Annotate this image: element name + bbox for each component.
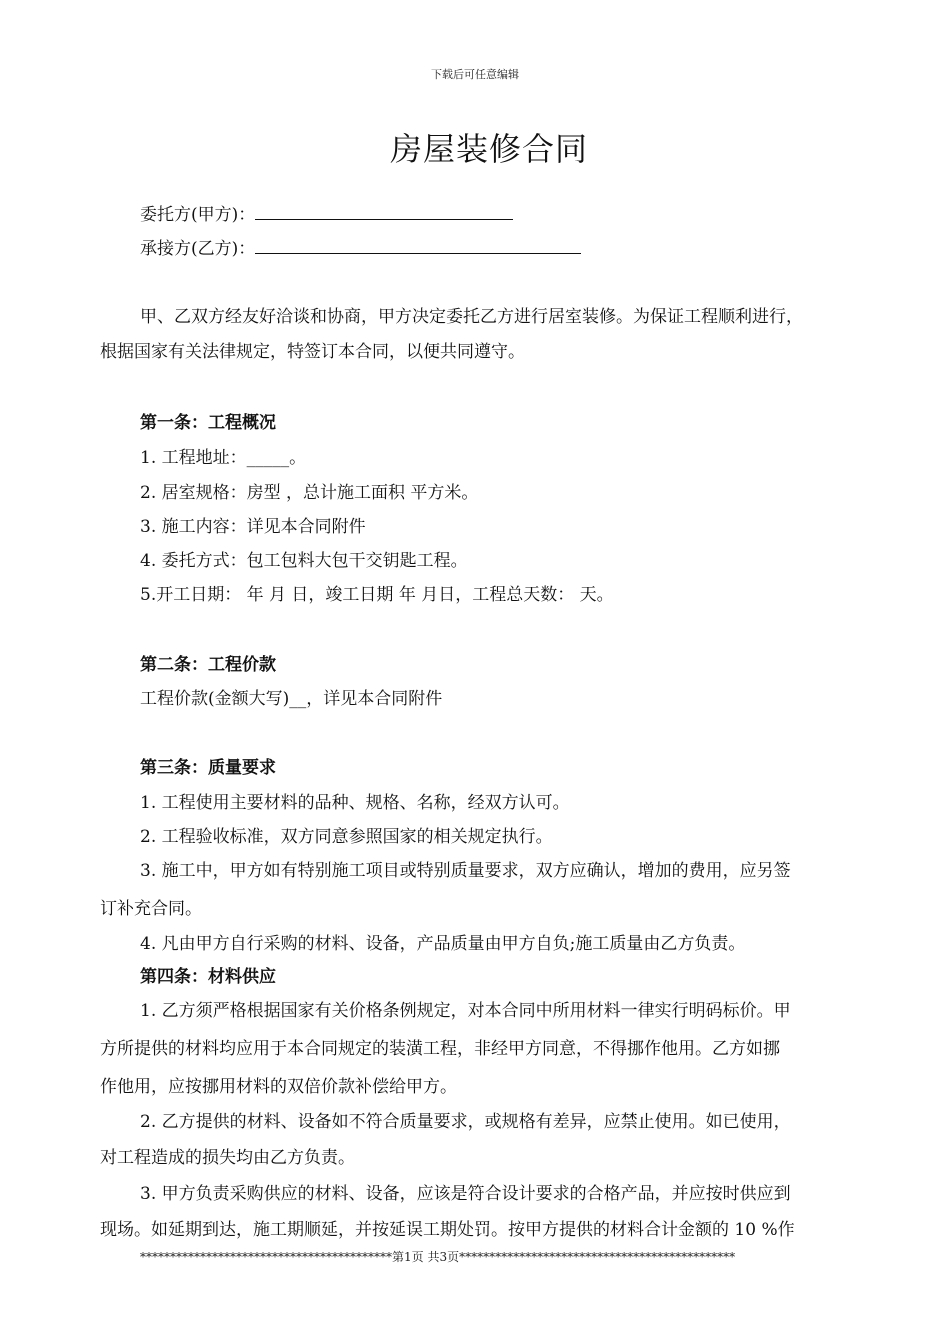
article1-item3: 3. 施工内容：详见本合同附件 [140, 517, 366, 537]
party-a-label: 委托方(甲方)： [140, 205, 256, 225]
article4-item1-line2: 方所提供的材料均应用于本合同规定的装潢工程，非经甲方同意，不得挪作他用。乙方如挪 [100, 1039, 780, 1059]
article4-item2-line2: 对工程造成的损失均由乙方负责。 [100, 1148, 355, 1168]
article3-item3-line1: 3. 施工中，甲方如有特别施工项目或特别质量要求，双方应确认，增加的费用，应另签 [140, 861, 791, 881]
article1-heading: 第一条：工程概况 [140, 413, 276, 433]
article3-item2: 2. 工程验收标准，双方同意参照国家的相关规定执行。 [140, 827, 553, 847]
article2-heading: 第二条：工程价款 [140, 655, 276, 675]
article4-item3-line1: 3. 甲方负责采购供应的材料、设备，应该是符合设计要求的合格产品，并应按时供应到 [140, 1184, 791, 1204]
article1-item4: 4. 委托方式：包工包料大包干交钥匙工程。 [140, 551, 468, 571]
intro-line-1: 甲、乙双方经友好洽谈和协商，甲方决定委托乙方进行居室装修。为保证工程顺利进行， [140, 307, 803, 327]
article3-heading: 第三条：质量要求 [140, 758, 276, 778]
article4-item2-line1: 2. 乙方提供的材料、设备如不符合质量要求，或规格有差异，应禁止使用。如已使用， [140, 1112, 791, 1132]
party-b-line [140, 234, 581, 259]
article4-heading: 第四条：材料供应 [140, 967, 276, 987]
article4-item1-line3: 作他用，应按挪用材料的双倍价款补偿给甲方。 [100, 1077, 457, 1097]
header-note: 下载后可任意编辑 [431, 68, 519, 81]
party-a-blank [255, 219, 513, 220]
article1-item1: 1. 工程地址：_____。 [140, 448, 307, 468]
article3-item3-line2: 订补充合同。 [100, 899, 202, 919]
article3-item4: 4. 凡由甲方自行采购的材料、设备，产品质量由甲方自负;施工质量由乙方负责。 [140, 934, 746, 954]
page-footer: ******************************************第1页 共3页********************************************** [140, 1250, 736, 1264]
party-b-label: 承接方(乙方)： [140, 239, 256, 259]
article3-item1: 1. 工程使用主要材料的品种、规格、名称，经双方认可。 [140, 793, 570, 813]
document-title: 房屋装修合同 [389, 130, 588, 168]
article4-item3-line2: 现场。如延期到达，施工期顺延，并按延误工期处罚。按甲方提供的材料合计金额的 10 %作 [100, 1220, 795, 1240]
intro-line-2: 根据国家有关法律规定，特签订本合同，以便共同遵守。 [100, 342, 525, 362]
article1-item2: 2. 居室规格：房型 ，总计施工面积 平方米。 [140, 483, 479, 503]
party-a-line [140, 200, 513, 225]
article4-item1-line1: 1. 乙方须严格根据国家有关价格条例规定，对本合同中所用材料一律实行明码标价。甲 [140, 1001, 791, 1021]
article1-item5: 5.开工日期： 年 月 日，竣工日期 年 月日，工程总天数： 天。 [140, 585, 614, 605]
article2-text: 工程价款(金额大写)__，详见本合同附件 [140, 689, 443, 709]
party-b-blank [255, 253, 581, 254]
